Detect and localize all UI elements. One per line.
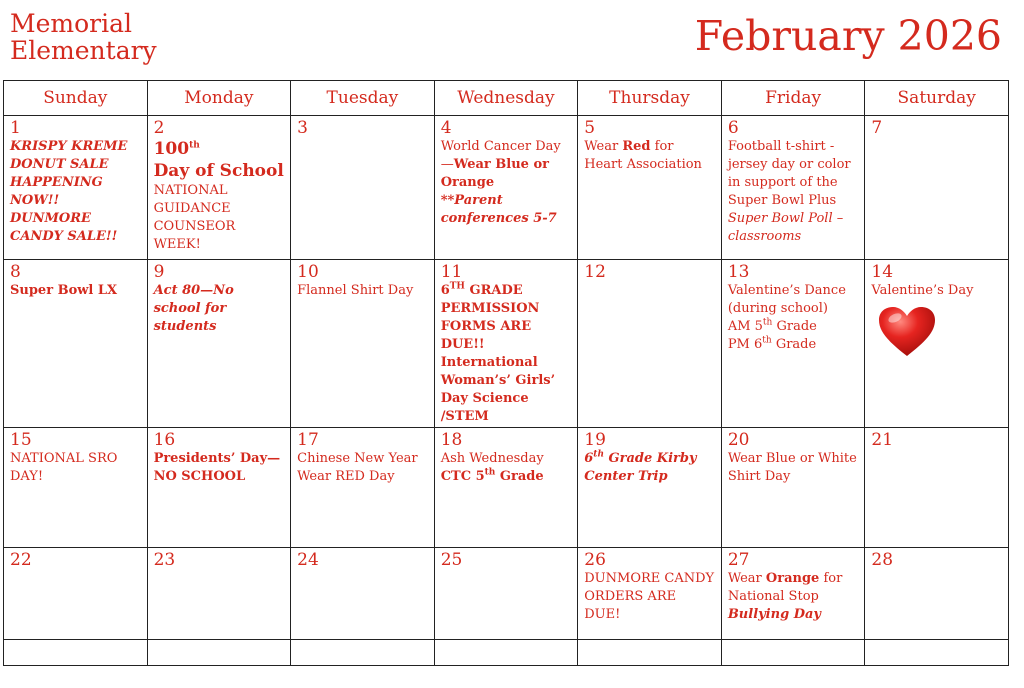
event-candy-orders-due: DUNMORE CANDY ORDERS ARE DUE!	[584, 571, 715, 622]
day-number: 17	[297, 430, 319, 450]
event-100th-day	[154, 138, 285, 160]
day-cell-23[interactable]	[147, 548, 291, 640]
day-cell-25[interactable]	[434, 548, 578, 640]
day-number: 22	[10, 550, 32, 570]
event-parent-conferences: **Parent conferences 5-7	[440, 193, 557, 226]
day-cell-2[interactable]	[147, 116, 291, 260]
day-cell-1[interactable]	[4, 116, 148, 260]
day-cell-6[interactable]	[721, 116, 865, 260]
event-text: AM 5	[727, 319, 763, 334]
day-number: 23	[153, 550, 176, 570]
event-kirby-trip	[584, 450, 715, 486]
day-number: 10	[297, 262, 319, 282]
event-text-bold: Red	[622, 139, 651, 154]
day-number: 15	[10, 430, 32, 450]
event-text: Grade	[495, 469, 544, 484]
day-cell-8[interactable]	[4, 260, 148, 428]
event-am-grade	[728, 318, 859, 336]
empty-cell	[4, 640, 148, 666]
event-donut-sale: KRISPY KREME DONUT SALE HAPPENING NOW!!	[10, 139, 128, 208]
day-number: 18	[440, 430, 463, 450]
event-text: Wear	[727, 571, 766, 586]
event-sup: th	[484, 467, 496, 478]
day-number: 8	[10, 262, 21, 282]
weekday-tuesday: Tuesday	[291, 81, 435, 116]
day-number: 7	[871, 118, 883, 138]
event-text-italic: Super Bowl Poll – classrooms	[727, 211, 844, 244]
event-text: 6	[440, 283, 450, 298]
event-pm-grade	[728, 336, 859, 354]
weekday-wednesday: Wednesday	[434, 81, 578, 116]
day-number: 3	[297, 118, 308, 138]
empty-cell	[291, 640, 435, 666]
event-womens-science-day: International Woman’s’ Girls’ Day Science /STEM	[440, 355, 556, 424]
day-cell-13[interactable]	[721, 260, 865, 428]
day-number: 6	[727, 118, 739, 138]
day-number: 27	[727, 550, 750, 570]
event-super-bowl: Super Bowl LX	[10, 283, 118, 298]
event-flannel-day: Flannel Shirt Day	[297, 283, 414, 298]
event-text: World Cancer Day—	[440, 139, 561, 172]
event-candy-sale: DUNMORE CANDY SALE!!	[10, 211, 118, 244]
event-wear-red	[584, 138, 715, 174]
day-number: 24	[297, 550, 319, 570]
school-name-line1: Memorial	[10, 9, 132, 38]
event-permission-forms	[441, 282, 572, 354]
weekday-monday: Monday	[147, 81, 291, 116]
day-number: 26	[584, 550, 606, 570]
event-wear-orange	[728, 570, 859, 624]
event-sup: th	[762, 317, 773, 328]
day-number: 14	[871, 262, 894, 282]
event-presidents-day: Presidents’ Day—NO SCHOOL	[153, 451, 281, 484]
week-row-1	[4, 116, 1009, 260]
heart-icon	[877, 306, 937, 358]
event-text: GRADE PERMISSION FORMS ARE DUE!!	[440, 283, 540, 352]
day-number: 25	[440, 550, 463, 570]
event-100th-sup: th	[189, 140, 200, 151]
event-sro-day: NATIONAL SRO DAY!	[10, 451, 118, 484]
event-sup: th	[762, 335, 772, 346]
day-cell-16[interactable]	[147, 428, 291, 548]
day-number: 20	[727, 430, 750, 450]
event-text: PM 6	[727, 337, 763, 352]
week-row-5-empty	[4, 640, 1009, 666]
week-row-3	[4, 428, 1009, 548]
event-text: for National Stop	[727, 571, 843, 604]
event-text: 6	[584, 451, 594, 466]
day-cell-20[interactable]	[721, 428, 865, 548]
week-row-2	[4, 260, 1009, 428]
day-cell-9[interactable]	[147, 260, 291, 428]
event-guidance-week: NATIONAL GUIDANCE COUNSEOR WEEK!	[153, 183, 236, 252]
day-cell-12[interactable]	[578, 260, 722, 428]
school-name	[10, 10, 157, 64]
weekday-thursday: Thursday	[578, 81, 722, 116]
weekday-saturday: Saturday	[865, 81, 1009, 116]
day-number: 13	[727, 262, 750, 282]
event-valentines-day: Valentine’s Day	[871, 283, 974, 298]
event-ctc-grade	[441, 468, 572, 486]
day-number: 4	[440, 118, 452, 138]
event-act-80: Act 80—No school for students	[153, 283, 234, 334]
day-cell-19[interactable]	[578, 428, 722, 548]
event-text: for Heart Association	[584, 139, 702, 172]
day-cell-21[interactable]	[865, 428, 1009, 548]
day-number: 5	[584, 118, 596, 138]
day-cell-7[interactable]	[865, 116, 1009, 260]
day-number: 2	[153, 118, 165, 138]
day-cell-18[interactable]	[434, 428, 578, 548]
day-number: 9	[153, 262, 165, 282]
day-cell-24[interactable]	[291, 548, 435, 640]
day-cell-5[interactable]	[578, 116, 722, 260]
event-text: Football t-shirt - jersey day or color in support of the Super Bowl Plus	[727, 139, 851, 208]
empty-cell	[721, 640, 865, 666]
event-sup: th	[593, 449, 604, 460]
month-title: February 2026	[694, 12, 1002, 60]
event-world-cancer-day	[441, 138, 572, 192]
event-valentines-dance: Valentine’s Dance (during school)	[727, 283, 846, 316]
event-100th-number: 100	[153, 139, 190, 159]
day-number: 16	[153, 430, 176, 450]
day-cell-28[interactable]	[865, 548, 1009, 640]
day-cell-17[interactable]	[291, 428, 435, 548]
event-text-bold: Wear Blue or Orange	[440, 157, 549, 190]
day-number: 19	[584, 430, 606, 450]
event-text-bold-italic: Bullying Day	[727, 607, 821, 622]
day-cell-15[interactable]	[4, 428, 148, 548]
weekday-friday: Friday	[721, 81, 865, 116]
empty-cell	[147, 640, 291, 666]
event-blue-white-day: Wear Blue or White Shirt Day	[727, 451, 857, 484]
event-text: Wear	[584, 139, 623, 154]
event-text: Grade	[772, 319, 817, 334]
day-cell-27[interactable]	[721, 548, 865, 640]
empty-cell	[578, 640, 722, 666]
day-number: 21	[871, 430, 894, 450]
event-ash-wednesday: Ash Wednesday	[440, 451, 544, 466]
day-cell-14[interactable]	[865, 260, 1009, 428]
event-text: Grade Kirby Center Trip	[584, 451, 697, 484]
day-cell-11[interactable]	[434, 260, 578, 428]
day-number: 12	[584, 262, 606, 282]
school-name-line2: Elementary	[10, 36, 157, 65]
day-cell-3[interactable]	[291, 116, 435, 260]
event-sup: TH	[449, 281, 465, 292]
day-cell-4[interactable]	[434, 116, 578, 260]
day-cell-26[interactable]	[578, 548, 722, 640]
day-number: 11	[440, 262, 463, 282]
day-number: 28	[871, 550, 894, 570]
event-day-of-school: Day of School	[153, 161, 284, 181]
week-row-4	[4, 548, 1009, 640]
weekday-sunday: Sunday	[4, 81, 148, 116]
empty-cell	[434, 640, 578, 666]
empty-cell	[865, 640, 1009, 666]
day-number: 1	[10, 118, 21, 138]
day-cell-10[interactable]	[291, 260, 435, 428]
event-text-bold: Orange	[765, 571, 820, 586]
weekday-header-row	[4, 81, 1009, 116]
day-cell-22[interactable]	[4, 548, 148, 640]
event-text: Grade	[771, 337, 817, 352]
event-text: CTC 5	[440, 469, 485, 484]
event-football-jersey	[728, 138, 859, 246]
calendar-table	[3, 80, 1009, 666]
event-chinese-new-year: Chinese New Year Wear RED Day	[297, 451, 418, 484]
